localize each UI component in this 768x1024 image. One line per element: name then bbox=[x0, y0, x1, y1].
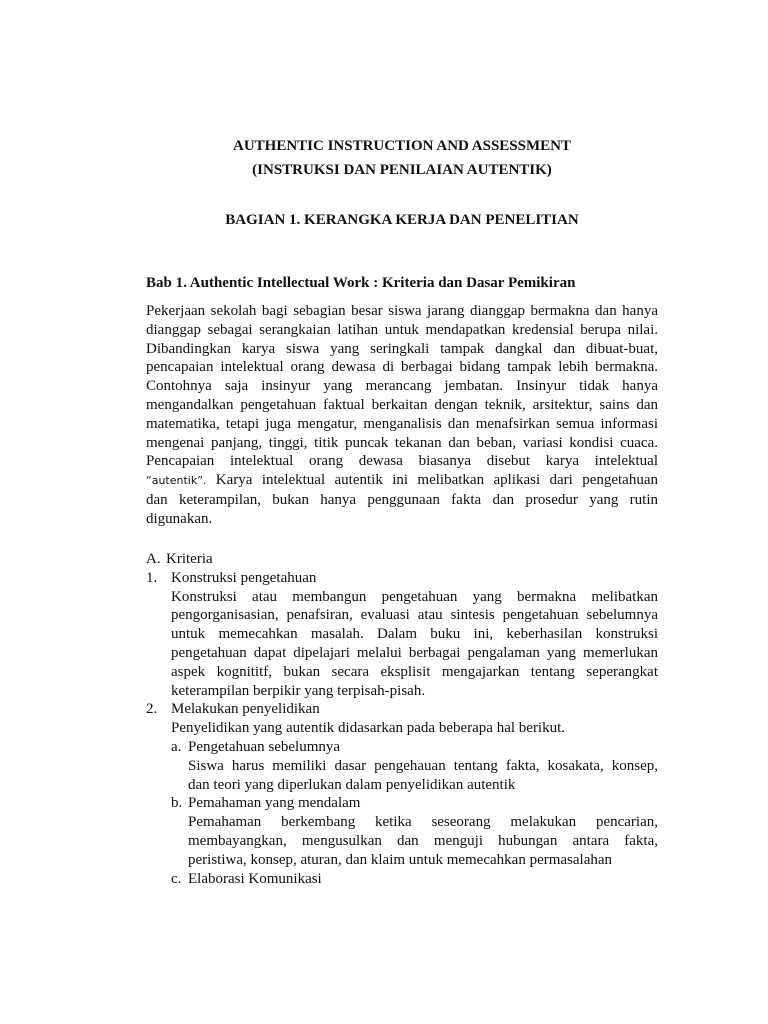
section-heading-a bbox=[146, 550, 658, 569]
sub-item-b-body bbox=[188, 813, 658, 869]
intro-line: dianggap sebagai serangkaian latihan untuk mendapatkan kredensial berupa nilai. bbox=[146, 321, 658, 338]
sub-item-label: Elaborasi Komunikasi bbox=[188, 870, 322, 887]
document-page bbox=[146, 0, 658, 1024]
intro-line: digunakan. bbox=[146, 510, 213, 527]
title-line-indonesian: (INSTRUKSI DAN PENILAIAN AUTENTIK) bbox=[252, 162, 552, 178]
list-item-2-intro bbox=[171, 719, 658, 738]
sub-item-a-heading bbox=[146, 738, 658, 757]
sub-item-a-body bbox=[188, 757, 658, 795]
intro-line: dan keterampilan, bukan hanya penggunaan fakta dan prosedur yang rutin bbox=[146, 491, 658, 508]
sub-item-label: Pengetahuan sebelumnya bbox=[188, 738, 341, 755]
intro-line: mengandalkan pengetahuan faktual berkaitan dengan teknik, arsitektur, sains dan bbox=[146, 396, 658, 413]
list-item-1-body bbox=[171, 588, 658, 701]
title-line-english: AUTHENTIC INSTRUCTION AND ASSESSMENT bbox=[232, 138, 571, 154]
list-marker: 1. bbox=[146, 569, 158, 586]
intro-line: mengenai panjang, tinggi, titik puncak tekanan dan beban, variasi kondisi cuaca. bbox=[146, 434, 658, 451]
list-item-2-heading bbox=[146, 700, 658, 719]
intro-line bbox=[146, 471, 658, 491]
list-item-1-heading bbox=[146, 569, 658, 588]
intro-line: Dibandingkan karya siswa yang seringkali tampak dangkal dan dibuat-buat, bbox=[146, 340, 658, 357]
intro-line: Contohnya saja insinyur yang merancang jembatan. Insinyur tidak hanya bbox=[146, 378, 658, 395]
sub-item-b-heading bbox=[146, 794, 658, 813]
body-line: untuk memecahkan masalah. Dalam buku ini, keberhasilan konstruksi bbox=[171, 626, 658, 643]
body-line: membayangkan, mengusulkan dan menguji hubungan antara fakta, bbox=[188, 832, 658, 849]
body-line: aspek kognititf, bukan secara eksplisit mengajarkan tentang seperangkat bbox=[171, 663, 658, 680]
list-marker: c. bbox=[171, 870, 182, 887]
sub-item-c-heading bbox=[146, 870, 658, 889]
chapter-heading: Bab 1. Authentic Intellectual Work : Kriteria dan Dasar Pemikiran bbox=[146, 275, 576, 291]
list-marker: a. bbox=[171, 738, 182, 755]
sub-item-label: Pemahaman yang mendalam bbox=[188, 795, 361, 812]
body-line: peristiwa, konsep, aturan, dan klaim untuk memecahkan permasalahan bbox=[188, 851, 613, 868]
body-line: keterampilan berpikir yang terpisah-pisah. bbox=[171, 682, 426, 699]
intro-line: Pekerjaan sekolah bagi sebagian besar siswa jarang dianggap bermakna dan hanya bbox=[146, 303, 658, 319]
body-line: Pemahaman berkembang ketika seseorang melakukan pencarian, bbox=[188, 814, 658, 831]
body-line: dan teori yang diperlukan dalam penyelidikan autentik bbox=[188, 776, 516, 793]
intro-paragraph bbox=[146, 302, 658, 529]
intro-line: pencapaian intelektual orang dewasa di berbagai bidang tampak lebih bermakna. bbox=[146, 359, 658, 376]
list-marker: 2. bbox=[146, 701, 158, 718]
criteria-section bbox=[146, 550, 658, 888]
list-item-label: Melakukan penyelidikan bbox=[171, 701, 320, 718]
list-marker: b. bbox=[171, 795, 183, 812]
document-title bbox=[146, 134, 658, 182]
body-line: pengetahuan dapat dipelajari melalui berbagai pengalaman yang memerlukan bbox=[171, 644, 658, 661]
list-item-label: Konstruksi pengetahuan bbox=[171, 569, 317, 586]
intro-line: Pencapaian intelektual orang dewasa biasanya disebut karya intelektual bbox=[146, 453, 658, 470]
body-line: Siswa harus memiliki dasar pengehauan tentang fakta, kosakata, konsep, bbox=[188, 757, 658, 774]
section-label: Kriteria bbox=[166, 551, 213, 567]
list-marker: A. bbox=[146, 551, 161, 567]
body-line: pengorganisasian, penafsiran, evaluasi atau sintesis pengetahuan sebelumnya bbox=[171, 607, 658, 624]
quoted-term: “autentik”. bbox=[146, 474, 207, 488]
intro-line: matematika, tetapi juga mengatur, menganalisis dan menafsirkan semua informasi bbox=[146, 415, 658, 432]
intro-line-rest: Karya intelektual autentik ini melibatkan aplikasi dari pengetahuan bbox=[215, 472, 658, 489]
body-line: Konstruksi atau membangun pengetahuan yang bermakna melibatkan bbox=[171, 588, 658, 605]
body-line: Penyelidikan yang autentik didasarkan pada beberapa hal berikut. bbox=[171, 720, 566, 737]
part-heading: BAGIAN 1. KERANGKA KERJA DAN PENELITIAN bbox=[225, 212, 579, 228]
